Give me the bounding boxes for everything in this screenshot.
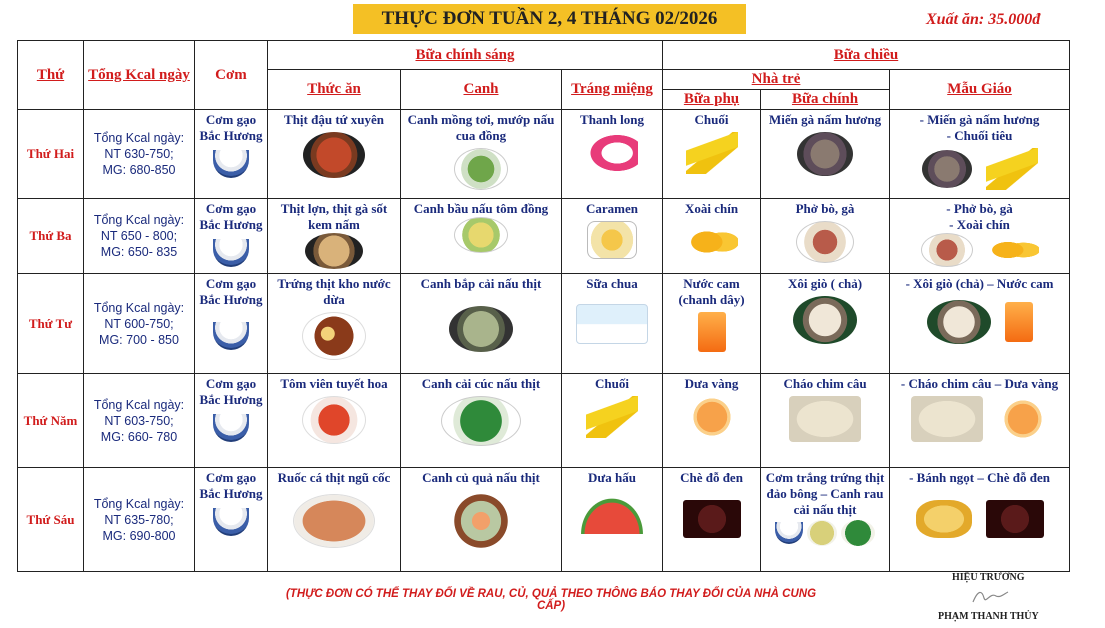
rice-cell: Cơm gạo Bắc Hương [195, 199, 268, 274]
nt-side-cell: Nước cam (chanh dây) [663, 274, 761, 374]
fish-floss-icon [293, 494, 375, 548]
day-cell: Thứ Năm [18, 374, 84, 468]
col-header-main-dish: Thức ăn [268, 70, 401, 110]
mg-cell: - Xôi giò (chả) – Nước cam [890, 274, 1070, 374]
col-header-day: Thứ [18, 41, 84, 110]
main-dish-cell: Tôm viên tuyết hoa [268, 374, 401, 468]
pho-bowl-icon [921, 233, 973, 267]
gourd-shrimp-soup-icon [454, 217, 508, 253]
rice-cell: Cơm gạo Bắc Hương [195, 468, 268, 572]
sweet-bread-icon [916, 500, 972, 538]
rice-bowl-icon [775, 522, 803, 544]
kcal-cell: Tổng Kcal ngày: NT 600-750; MG: 700 - 850 [84, 274, 195, 374]
menu-change-note: (THỰC ĐƠN CÓ THỂ THAY ĐỔI VỀ RAU, CỦ, QUẢ THEO THÔNG BÁO THAY ĐỔI CỦA NHÀ CUNG CẤP) [285, 588, 817, 612]
meal-price: Xuất ăn: 35.000đ [926, 11, 1041, 28]
rice-cell: Cơm gạo Bắc Hương [195, 110, 268, 199]
nt-side-cell: Chè đỗ đen [663, 468, 761, 572]
day-cell: Thứ Sáu [18, 468, 84, 572]
sticky-rice-icon [793, 296, 857, 344]
chicken-noodle-icon [922, 150, 972, 188]
col-header-kcal: Tổng Kcal ngày [84, 41, 195, 110]
green-soup-icon [454, 148, 508, 190]
porridge-icon [789, 396, 861, 442]
rice-cell: Cơm gạo Bắc Hương [195, 374, 268, 468]
chrysanthemum-soup-icon [441, 396, 521, 446]
nt-side-cell: Dưa vàng [663, 374, 761, 468]
nt-main-cell: Xôi giò ( chả) [761, 274, 890, 374]
mango-icon [987, 234, 1039, 266]
dessert-cell: Dưa hấu [562, 468, 663, 572]
soup-cell: Canh bắp cải nấu thịt [401, 274, 562, 374]
mg-cell: - Cháo chim câu – Dưa vàng [890, 374, 1070, 468]
nt-main-cell: Cơm trắng trứng thịt đảo bông – Canh rau cải nấu thịt [761, 468, 890, 572]
sticky-rice-icon [927, 300, 991, 344]
caramel-cup-icon [587, 221, 637, 259]
col-header-afternoon: Bữa chiều [663, 41, 1070, 70]
cantaloupe-icon [686, 396, 738, 438]
soup-cell: Canh cải cúc nấu thịt [401, 374, 562, 468]
day-cell: Thứ Hai [18, 110, 84, 199]
nt-main-cell: Cháo chim câu [761, 374, 890, 468]
table-row [18, 110, 1070, 199]
col-header-kindergarten: Mẫu Giáo [890, 70, 1070, 110]
vegetable-soup-icon [446, 494, 516, 548]
rice-bowl-icon [213, 414, 249, 442]
dessert-cell: Sữa chua [562, 274, 663, 374]
mg-cell: - Miến gà nấm hương - Chuối tiêu [890, 110, 1070, 199]
kcal-cell: Tổng Kcal ngày: NT 635-780; MG: 690-800 [84, 468, 195, 572]
mango-icon [686, 221, 738, 263]
signer-name: PHẠM THANH THỦY [938, 611, 1039, 622]
yogurt-cups-icon [576, 304, 648, 344]
day-cell: Thứ Tư [18, 274, 84, 374]
shrimp-ball-icon [302, 396, 366, 444]
rice-bowl-icon [213, 508, 249, 536]
col-header-soup: Canh [401, 70, 562, 110]
table-row [18, 374, 1070, 468]
dessert-cell: Caramen [562, 199, 663, 274]
orange-juice-icon [1005, 302, 1033, 342]
mg-cell: - Bánh ngọt – Chè đỗ đen [890, 468, 1070, 572]
banana-icon [686, 132, 738, 174]
col-header-nursery: Nhà trẻ [663, 70, 890, 90]
table-row [18, 199, 1070, 274]
table-row [18, 468, 1070, 572]
egg-pork-icon [807, 520, 837, 546]
nt-main-cell: Miến gà nấm hương [761, 110, 890, 199]
signature-mark [970, 588, 1010, 606]
table-row [18, 274, 1070, 374]
green-vegetable-icon [841, 520, 875, 546]
braised-egg-pork-icon [302, 312, 366, 360]
cantaloupe-icon [997, 398, 1049, 440]
soup-cell: Canh bầu nấu tôm đồng [401, 199, 562, 274]
nt-side-cell: Xoài chín [663, 199, 761, 274]
col-header-side-meal: Bữa phụ [663, 90, 761, 110]
black-bean-dessert-icon [683, 500, 741, 538]
rice-bowl-icon [213, 239, 249, 267]
meat-mushroom-dish-icon [305, 233, 363, 269]
signer-title: HIỆU TRƯỞNG [952, 572, 1025, 583]
col-header-dessert: Tráng miệng [562, 70, 663, 110]
kcal-cell: Tổng Kcal ngày: NT 650 - 800; MG: 650- 835 [84, 199, 195, 274]
nt-side-cell: Chuối [663, 110, 761, 199]
dragon-fruit-icon [586, 132, 638, 174]
nt-main-cell: Phở bò, gà [761, 199, 890, 274]
rice-bowl-icon [213, 322, 249, 350]
col-header-rice: Cơm [195, 41, 268, 110]
pho-bowl-icon [796, 221, 854, 263]
dessert-cell: Chuối [562, 374, 663, 468]
day-cell: Thứ Ba [18, 199, 84, 274]
porridge-icon [911, 396, 983, 442]
rice-bowl-icon [213, 150, 249, 178]
main-dish-cell: Thịt đậu tứ xuyên [268, 110, 401, 199]
main-dish-cell: Thịt lợn, thịt gà sốt kem nấm [268, 199, 401, 274]
col-header-main-meal: Bữa chính [761, 90, 890, 110]
menu-title: THỰC ĐƠN TUẦN 2, 4 THÁNG 02/2026 [353, 4, 746, 34]
mg-cell: - Phở bò, gà - Xoài chín [890, 199, 1070, 274]
watermelon-icon [577, 494, 647, 534]
dessert-cell: Thanh long [562, 110, 663, 199]
banana-icon [586, 396, 638, 438]
kcal-cell: Tổng Kcal ngày: NT 603-750; MG: 660- 780 [84, 374, 195, 468]
kcal-cell: Tổng Kcal ngày: NT 630-750; MG: 680-850 [84, 110, 195, 199]
banana-icon [986, 148, 1038, 190]
col-header-morning: Bữa chính sáng [268, 41, 663, 70]
rice-cell: Cơm gạo Bắc Hương [195, 274, 268, 374]
black-bean-dessert-icon [986, 500, 1044, 538]
soup-cell: Canh mồng tơi, mướp nấu cua đồng [401, 110, 562, 199]
main-dish-cell: Trứng thịt kho nước dừa [268, 274, 401, 374]
orange-juice-icon [698, 312, 726, 352]
main-dish-cell: Ruốc cá thịt ngũ cốc [268, 468, 401, 572]
weekly-menu-table [17, 40, 1070, 572]
cabbage-soup-icon [449, 306, 513, 352]
tofu-pork-dish-icon [303, 132, 365, 178]
chicken-noodle-icon [797, 132, 853, 176]
soup-cell: Canh củ quả nấu thịt [401, 468, 562, 572]
